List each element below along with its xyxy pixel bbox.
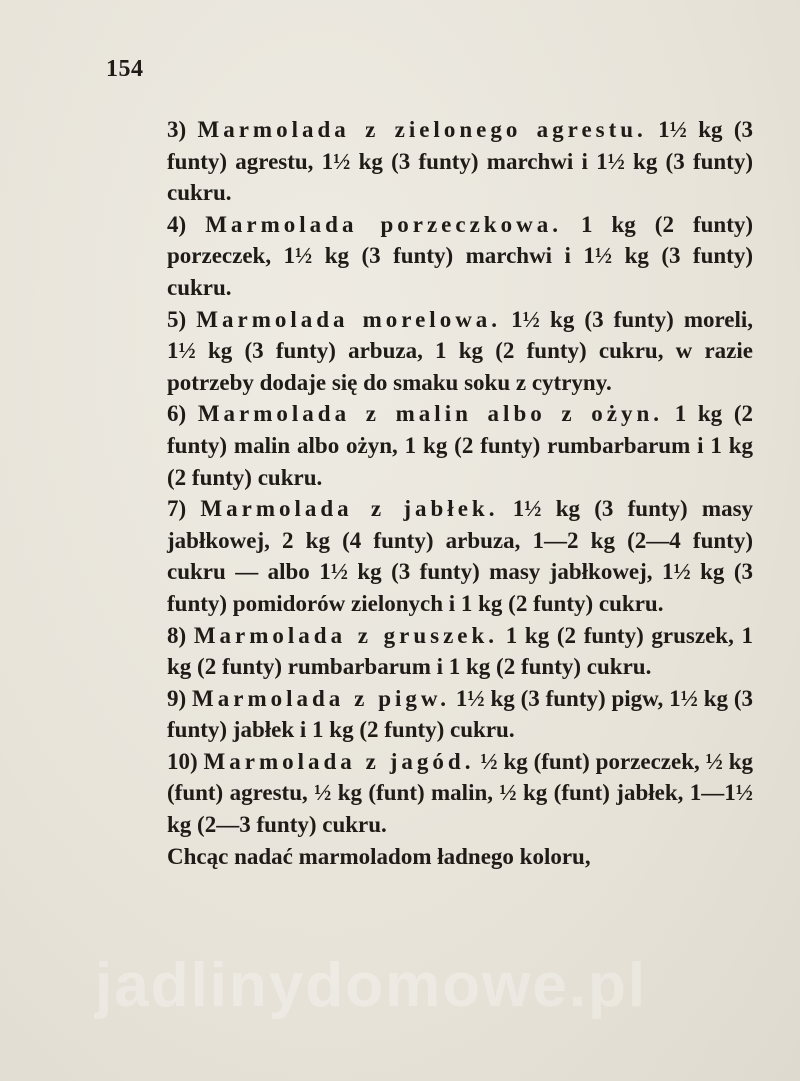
page-number: 154 xyxy=(106,56,144,82)
recipe-number: 10) xyxy=(167,748,198,774)
recipe-paragraph-5 xyxy=(107,304,753,399)
recipe-body: 1½ kg (3 funty) moreli, 1½ kg (3 funty) arbuza, 1 kg (2 funty) cukru, w razie potrzeby dodaje się do smaku soku z cytryny. xyxy=(167,306,754,395)
recipe-heading: Marmolada z gruszek. xyxy=(193,622,499,648)
recipe-heading: Marmolada z pigw. xyxy=(192,685,450,711)
recipe-paragraph-4 xyxy=(107,209,753,304)
recipe-heading: Marmolada porzeczkowa. xyxy=(205,211,562,237)
recipe-heading: Marmolada z jagód. xyxy=(203,748,475,774)
recipe-heading: Marmolada z jabłek. xyxy=(200,496,499,522)
watermark: jadlinydomowe.pl xyxy=(95,951,648,1020)
recipe-number: 5) xyxy=(167,306,187,332)
recipe-number: 8) xyxy=(167,622,187,648)
recipe-number: 6) xyxy=(167,401,187,427)
recipe-paragraph-9 xyxy=(107,683,753,746)
recipe-body: 1 kg (2 funty) porzeczek, 1½ kg (3 funty) marchwi i 1½ kg (3 funty) cukru. xyxy=(167,211,754,300)
recipe-number: 3) xyxy=(167,117,187,142)
recipe-paragraph-10 xyxy=(107,746,753,841)
recipe-heading: Marmolada morelowa. xyxy=(196,306,502,332)
recipe-text xyxy=(107,114,753,872)
recipe-paragraph-8 xyxy=(107,620,753,683)
recipe-heading: Marmolada z zielonego agrestu. xyxy=(197,117,647,142)
recipe-paragraph-6 xyxy=(107,398,753,493)
recipe-body: 1½ kg (3 funty) agrestu, 1½ kg (3 funty) marchwi i 1½ kg (3 funty) cukru. xyxy=(167,117,753,206)
recipe-number: 7) xyxy=(167,496,187,522)
recipe-heading: Marmolada z malin albo z ożyn. xyxy=(197,401,664,427)
recipe-paragraph-7 xyxy=(107,493,753,619)
recipe-body: 1½ kg (3 funty) masy jabłkowej, 2 kg (4 funty) arbuza, 1—2 kg (2—4 funty) cukru — albo 1½ kg (3 funty) masy jabłkowej, 1½ kg (3 funty) pomidorów zielonych i 1 kg (2 funty) cukru. xyxy=(167,496,754,616)
recipe-number: 9) xyxy=(167,685,187,711)
closing-paragraph: Chcąc nadać marmoladom ładnego koloru, xyxy=(167,843,591,869)
recipe-body: 1½ kg (3 funty) pigw, 1½ kg (3 funty) jabłek i 1 kg (2 funty) cukru. xyxy=(167,685,754,743)
recipe-body: ½ kg (funt) porzeczek, ½ kg (funt) agrestu, ½ kg (funt) malin, ½ kg (funt) jabłek, 1—1½ kg (2—3 funty) cukru. xyxy=(167,748,754,838)
recipe-body: 1 kg (2 funty) gruszek, 1 kg (2 funty) rumbarbarum i 1 kg (2 funty) cukru. xyxy=(167,622,753,680)
recipe-paragraph-3 xyxy=(107,114,753,209)
recipe-number: 4) xyxy=(167,211,187,237)
recipe-body: 1 kg (2 funty) malin albo ożyn, 1 kg (2 funty) rumbarbarum i 1 kg (2 funty) cukru. xyxy=(167,401,754,490)
